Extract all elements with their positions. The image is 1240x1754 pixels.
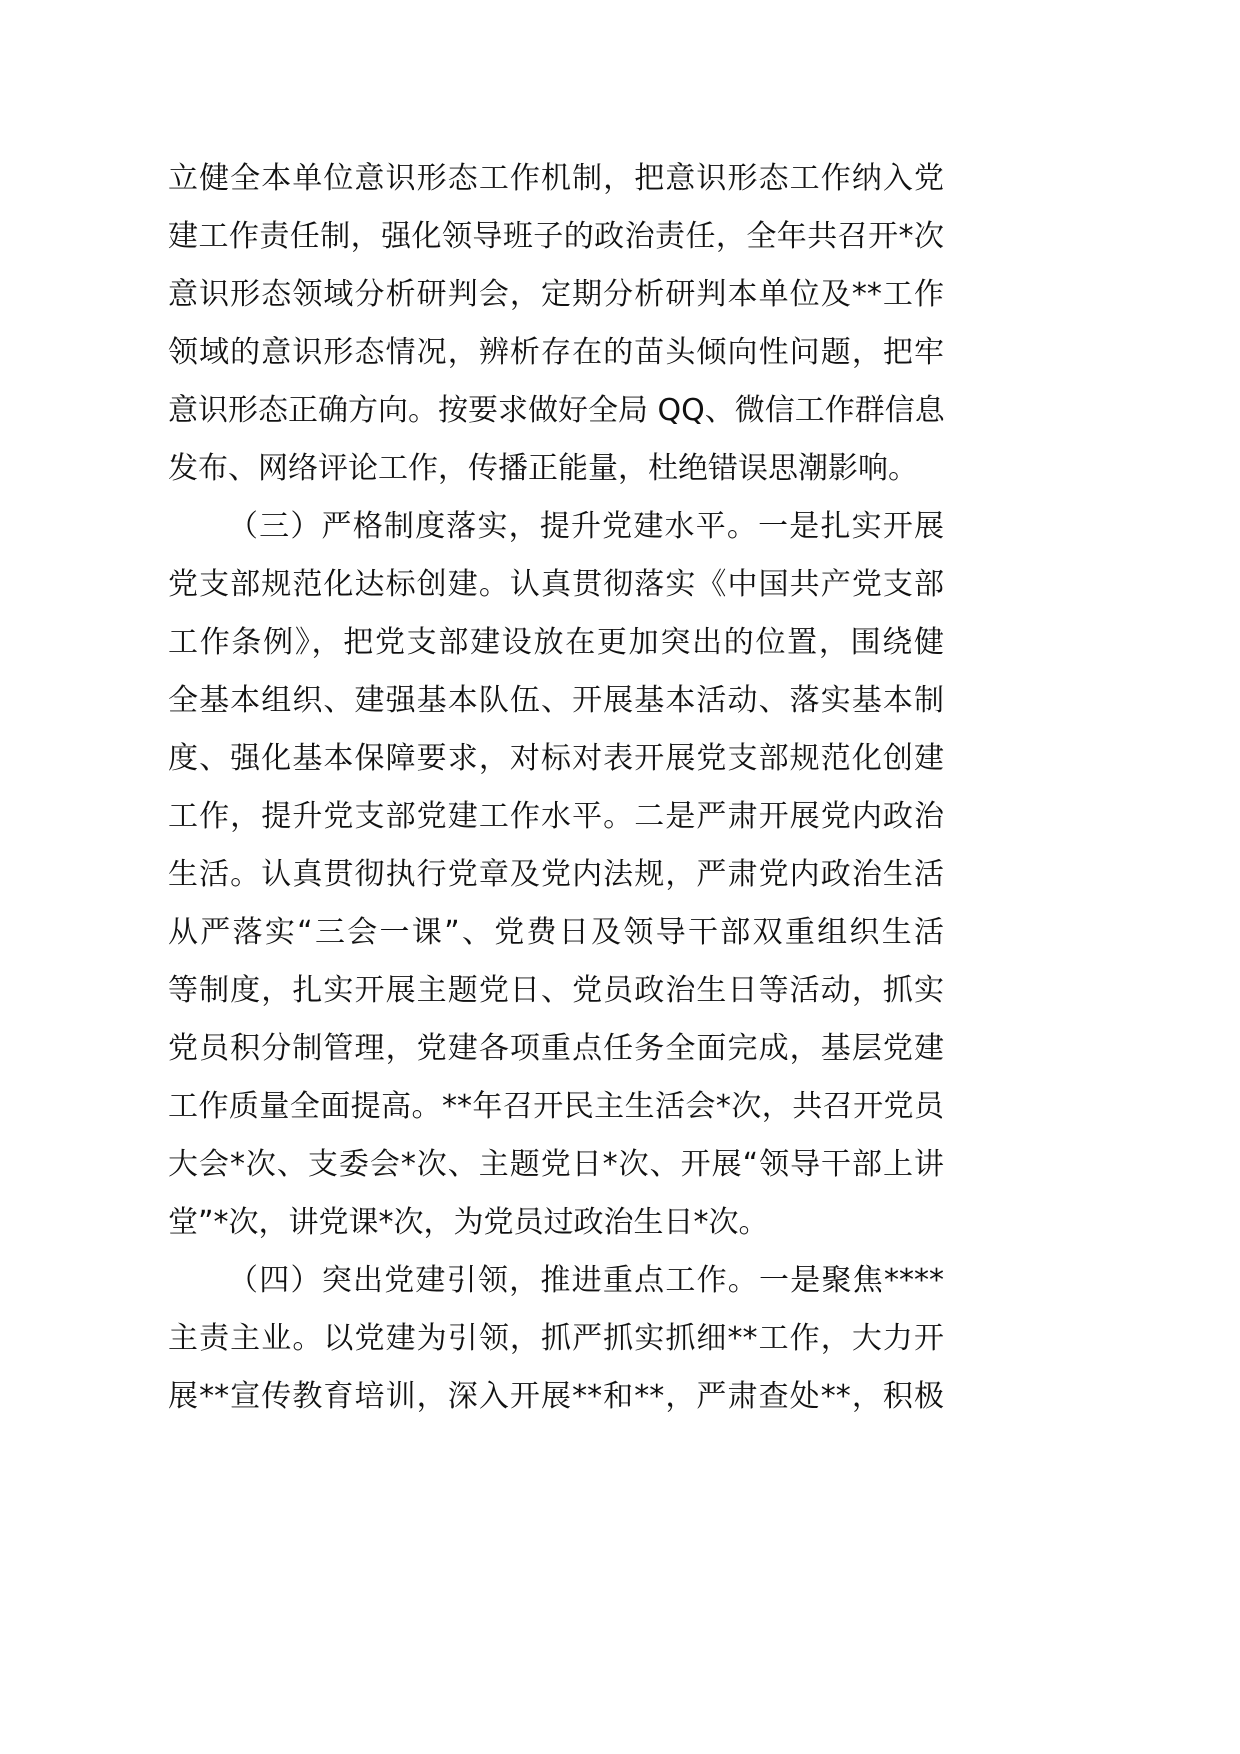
section-heading-line: （三）严格制度落实，提升党建水平。一是扎实开展 [228,509,944,544]
text-line: 生活。认真贯彻执行党章及党内法规，严肃党内政治生活 [168,857,944,892]
document-body [168,150,944,1426]
text-line: 展**宣传教育培训，深入开展**和**，严肃查处**，积极 [168,1379,944,1414]
text-line: 党员积分制管理，党建各项重点任务全面完成，基层党建 [168,1031,944,1066]
text-line: 党支部规范化达标创建。认真贯彻落实《中国共产党支部 [168,567,944,602]
text-line: 意识形态领域分析研判会，定期分析研判本单位及**工作 [168,277,944,312]
text-line: 工作条例》，把党支部建设放在更加突出的位置，围绕健 [168,625,944,660]
text-line: 等制度，扎实开展主题党日、党员政治生日等活动，抓实 [168,973,944,1008]
text-line: 堂”*次，讲党课*次，为党员过政治生日*次。 [168,1205,769,1240]
text-line: 意识形态正确方向。按要求做好全局 QQ、微信工作群信息 [168,393,945,428]
text-line: 建工作责任制，强化领导班子的政治责任，全年共召开*次 [168,219,944,254]
text-line: 度、强化基本保障要求，对标对表开展党支部规范化创建 [168,741,944,776]
text-line: 发布、网络评论工作，传播正能量，杜绝错误思潮影响。 [168,451,918,486]
section-heading-line: （四）突出党建引领，推进重点工作。一是聚焦**** [228,1263,944,1298]
text-line: 工作质量全面提高。**年召开民主生活会*次，共召开党员 [168,1089,944,1124]
text-line: 全基本组织、建强基本队伍、开展基本活动、落实基本制 [168,683,944,718]
text-line: 领域的意识形态情况，辨析存在的苗头倾向性问题，把牢 [168,335,944,370]
text-line: 工作，提升党支部党建工作水平。二是严肃开展党内政治 [168,799,944,834]
text-line: 主责主业。以党建为引领，抓严抓实抓细**工作，大力开 [168,1321,944,1356]
text-line: 立健全本单位意识形态工作机制，把意识形态工作纳入党 [168,161,944,196]
text-line: 从严落实“三会一课”、党费日及领导干部双重组织生活 [168,915,944,950]
text-line: 大会*次、支委会*次、主题党日*次、开展“领导干部上讲 [168,1147,944,1182]
